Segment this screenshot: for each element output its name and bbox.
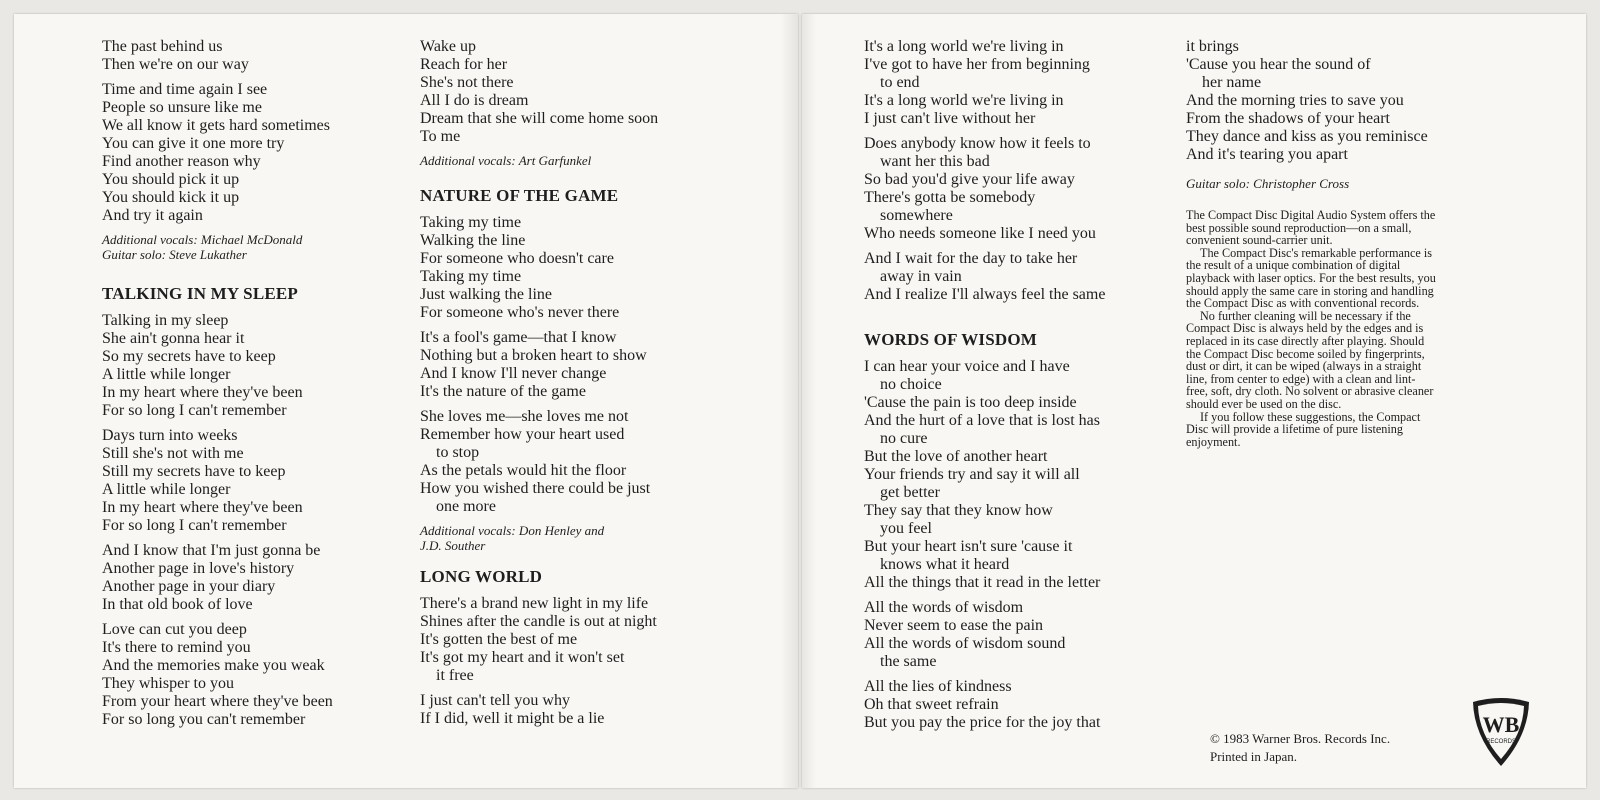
lyric-line: no choice [880, 376, 942, 393]
lyric-line: it free [436, 667, 474, 684]
lyric-line: to stop [436, 444, 480, 461]
left-column-1 [102, 38, 402, 736]
lyric-line: Another page in your diary [102, 578, 276, 595]
song-title-nature-of-the-game: NATURE OF THE GAME [420, 186, 619, 205]
lyric-line: Find another reason why [102, 153, 261, 170]
lyric-line: For so long I can't remember [102, 517, 287, 534]
stanza [864, 38, 1164, 128]
right-column-2 [1186, 38, 1486, 448]
lyric-line: For so long I can't remember [102, 402, 287, 419]
lyric-line: her name [1202, 74, 1262, 91]
stanza [864, 135, 1164, 243]
credits [102, 232, 402, 262]
lyric-line: All the lies of kindness [864, 678, 1012, 695]
lyric-line: A little while longer [102, 366, 231, 383]
lyric-line: Then we're on our way [102, 56, 249, 73]
lyric-line: The past behind us [102, 38, 223, 55]
lyric-line: Time and time again I see [102, 81, 268, 98]
lyric-line: I've got to have her from beginning [864, 56, 1090, 73]
song-title-talking-in-my-sleep: TALKING IN MY SLEEP [102, 284, 299, 303]
left-page [14, 14, 798, 788]
right-page [802, 14, 1586, 788]
lyric-line: It's got my heart and it won't set [420, 649, 625, 666]
stanza [420, 595, 750, 685]
lyric-line: In that old book of love [102, 596, 253, 613]
lyric-line: She's not there [420, 74, 514, 91]
credit-line: Guitar solo: Christopher Cross [1186, 176, 1350, 191]
lyric-line: There's gotta be somebody [864, 189, 1036, 206]
stanza [864, 358, 1164, 592]
lyric-line: one more [436, 498, 496, 515]
lyric-line: She loves me—she loves me not [420, 408, 629, 425]
lyric-line: Still she's not with me [102, 445, 244, 462]
lyric-line: From your heart where they've been [102, 693, 333, 710]
credits [420, 153, 750, 168]
lyric-line: It's a fool's game—that I know [420, 329, 617, 346]
stanza [1186, 38, 1486, 164]
lyric-line: want her this bad [880, 153, 990, 170]
lyric-line: And the memories make you weak [102, 657, 325, 674]
credit-line: Additional vocals: Michael McDonald [102, 232, 303, 247]
lyric-line: All the words of wisdom [864, 599, 1024, 616]
copyright-line: © 1983 Warner Bros. Records Inc. [1210, 731, 1391, 746]
lyric-line: Oh that sweet refrain [864, 696, 999, 713]
lyric-line: 'Cause the pain is too deep inside [864, 394, 1077, 411]
lyric-line: I can hear your voice and I have [864, 358, 1070, 375]
lyric-line: Love can cut you deep [102, 621, 247, 638]
stanza [420, 408, 750, 516]
lyric-line: They whisper to you [102, 675, 234, 692]
lyric-line: It's a long world we're living in [864, 38, 1064, 55]
lyric-line: She ain't gonna hear it [102, 330, 245, 347]
song-title-long-world: LONG WORLD [420, 567, 543, 586]
lyric-line: We all know it gets hard sometimes [102, 117, 330, 134]
lyric-line: If I did, well it might be a lie [420, 710, 605, 727]
song-lyrics [864, 358, 1164, 732]
lyric-line: From the shadows of your heart [1186, 110, 1390, 127]
svg-text:RECORDS: RECORDS [1485, 739, 1517, 745]
song-lyrics [420, 214, 750, 516]
continuation-lyrics [864, 38, 1164, 304]
lyric-line: You should kick it up [102, 189, 240, 206]
lyric-line: Does anybody know how it feels to [864, 135, 1091, 152]
lyric-line: Taking my time [420, 268, 522, 285]
credits [420, 523, 750, 553]
lyric-line: There's a brand new light in my life [420, 595, 649, 612]
notice-paragraph: No further cleaning will be necessary if the Compact Disc is always held by the edges and is replaced in its case directly after playing. Should the Compact Disc become soiled by fingerprints, dust or dirt, it can be wiped (always in a straight line, from center to edge) with a clean and lint-free, soft, dry cloth. No solvent or abrasive cleaner should ever be used on the disc. [1186, 308, 1434, 411]
stanza [420, 329, 750, 401]
lyric-line: To me [420, 128, 461, 145]
lyric-line: And the morning tries to save you [1186, 92, 1404, 109]
lyric-line: Dream that she will come home soon [420, 110, 659, 127]
lyric-line: Reach for her [420, 56, 508, 73]
lyric-line: away in vain [880, 268, 962, 285]
lyric-line: Remember how your heart used [420, 426, 625, 443]
lyric-line: But you pay the price for the joy that [864, 714, 1101, 731]
lyric-line: All the things that it read in the letter [864, 574, 1101, 591]
lyric-line: Nothing but a broken heart to show [420, 347, 647, 364]
lyric-line: I just can't live without her [864, 110, 1036, 127]
lyric-line: to end [880, 74, 920, 91]
stanza [864, 678, 1164, 732]
lyric-line: For someone who doesn't care [420, 250, 614, 267]
lyric-line: People so unsure like me [102, 99, 262, 116]
lyric-line: But the love of another heart [864, 448, 1048, 465]
lyric-line: the same [880, 653, 937, 670]
lyric-line: Taking my time [420, 214, 522, 231]
lyric-line: So bad you'd give your life away [864, 171, 1075, 188]
lyric-line: And the hurt of a love that is lost has [864, 412, 1100, 429]
credit-line: J.D. Souther [420, 538, 486, 553]
stanza [102, 312, 402, 420]
lyric-line: It's gotten the best of me [420, 631, 578, 648]
lyric-line: It's the nature of the game [420, 383, 586, 400]
lyric-line: As the petals would hit the floor [420, 462, 627, 479]
lyric-line: They say that they know how [864, 502, 1053, 519]
notice-paragraph: The Compact Disc's remarkable performance is the result of a unique combination of digital playback with laser optics. For the best results, you should apply the same care in storing and handling the Compact Disc as with conventional records. [1186, 245, 1436, 311]
lyric-line: And I realize I'll always feel the same [864, 286, 1106, 303]
spine-shadow [780, 14, 798, 788]
credits [1186, 176, 1486, 191]
stanza [864, 599, 1164, 671]
lyric-line: Days turn into weeks [102, 427, 238, 444]
lyric-line: They dance and kiss as you reminisce [1186, 128, 1428, 145]
lyric-line: You should pick it up [102, 171, 240, 188]
lyric-line: Still my secrets have to keep [102, 463, 286, 480]
lyric-line: somewhere [880, 207, 953, 224]
lyric-line: In my heart where they've been [102, 499, 303, 516]
continuation-lyrics [420, 38, 750, 146]
lyric-line: Never seem to ease the pain [864, 617, 1044, 634]
credit-line: Additional vocals: Don Henley and [420, 523, 605, 538]
lyric-line: Shines after the candle is out at night [420, 613, 657, 630]
stanza [102, 427, 402, 535]
lyric-line: A little while longer [102, 481, 231, 498]
stanza [420, 38, 750, 146]
lyric-line: And try it again [102, 207, 203, 224]
left-column-2 [420, 38, 750, 735]
lyric-line: And I know I'll never change [420, 365, 607, 382]
lyric-line: knows what it heard [880, 556, 1010, 573]
stanza [420, 692, 750, 728]
credit-line: Additional vocals: Art Garfunkel [420, 153, 592, 168]
lyric-line: It's there to remind you [102, 639, 251, 656]
lyric-line: I just can't tell you why [420, 692, 570, 709]
lyric-line: For so long you can't remember [102, 711, 306, 728]
lyric-line: no cure [880, 430, 928, 447]
lyric-line: And I wait for the day to take her [864, 250, 1078, 267]
lyric-line: In my heart where they've been [102, 384, 303, 401]
lyric-line: All the words of wisdom sound [864, 635, 1066, 652]
lyric-line: get better [880, 484, 940, 501]
song-title-words-of-wisdom: WORDS OF WISDOM [864, 330, 1038, 349]
copyright-footer [1210, 730, 1390, 766]
lyric-line: For someone who's never there [420, 304, 620, 321]
lyric-line: Talking in my sleep [102, 312, 229, 329]
lyric-line: You can give it one more try [102, 135, 285, 152]
svg-text:WB: WB [1482, 712, 1520, 737]
stanza [864, 250, 1164, 304]
lyric-line: 'Cause you hear the sound of [1186, 56, 1371, 73]
lyric-line: And it's tearing you apart [1186, 146, 1348, 163]
continuation-lyrics [102, 38, 402, 225]
spine-shadow [802, 14, 816, 788]
lyric-line: Wake up [420, 38, 477, 55]
lyric-line: it brings [1186, 38, 1239, 55]
song-lyrics [102, 312, 402, 729]
lyric-line: How you wished there could be just [420, 480, 651, 497]
warner-bros-shield-icon [1470, 696, 1532, 768]
printed-in-line: Printed in Japan. [1210, 749, 1298, 764]
lyric-line: So my secrets have to keep [102, 348, 276, 365]
lyric-line: Just walking the line [420, 286, 552, 303]
lyric-line: It's a long world we're living in [864, 92, 1064, 109]
lyric-line: Who needs someone like I need you [864, 225, 1096, 242]
stanza [102, 621, 402, 729]
continuation-lyrics [1186, 38, 1486, 164]
lyric-line: All I do is dream [420, 92, 529, 109]
right-column-1 [864, 38, 1164, 739]
stanza [102, 542, 402, 614]
lyric-line: Another page in love's history [102, 560, 295, 577]
lyric-line: Your friends try and say it will all [864, 466, 1080, 483]
song-lyrics [420, 595, 750, 728]
lyric-line: you feel [880, 520, 932, 537]
lyric-line: But your heart isn't sure 'cause it [864, 538, 1073, 555]
credit-line: Guitar solo: Steve Lukather [102, 247, 247, 262]
stanza [420, 214, 750, 322]
lyric-line: And I know that I'm just gonna be [102, 542, 321, 559]
notice-paragraph: If you follow these suggestions, the Compact Disc will provide a lifetime of pure listening enjoyment. [1186, 409, 1421, 449]
lyric-line: Walking the line [420, 232, 526, 249]
stanza [102, 38, 402, 74]
stanza [102, 81, 402, 225]
notice-paragraph: The Compact Disc Digital Audio System offers the best possible sound reproduction—on a small, convenient sound-carrier unit. [1186, 208, 1436, 248]
compact-disc-notice [1186, 209, 1436, 448]
